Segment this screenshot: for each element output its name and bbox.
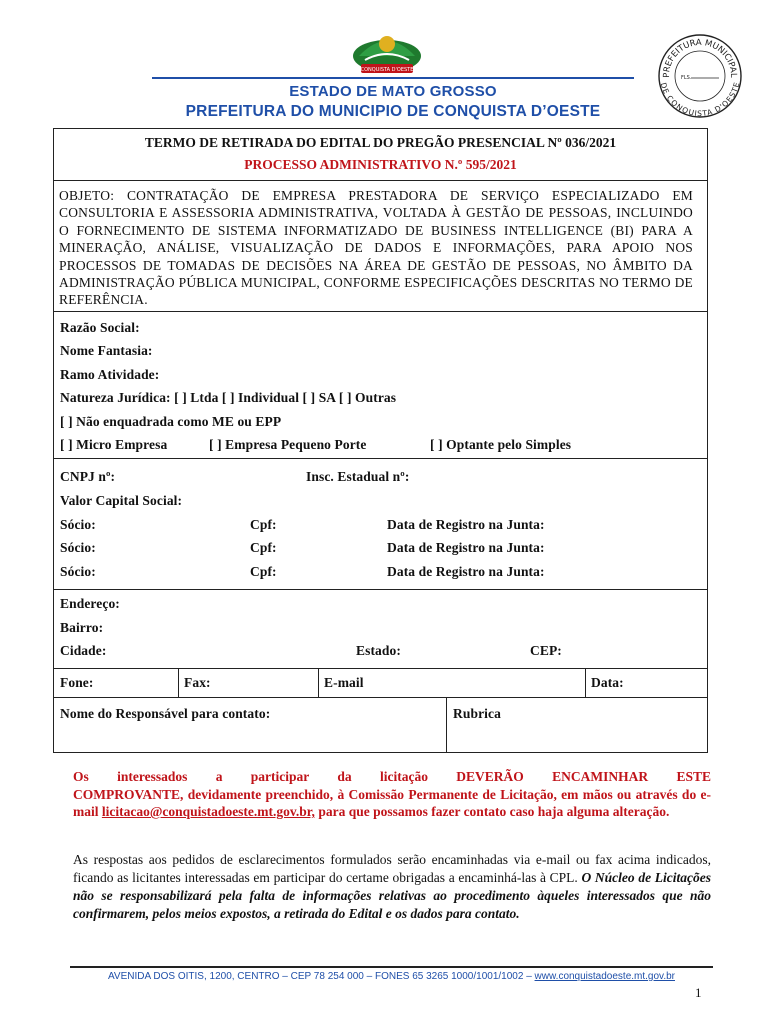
checkbox-optante-simples[interactable]: [ ] Optante pelo Simples [430, 437, 572, 452]
notice-part-2: COMPROVANTE, devidamente preenchido, à Comissão Permanente de Licitação, em mãos ou através do e-mail [73, 786, 711, 819]
field-rubrica[interactable]: Rubrica [453, 706, 501, 721]
field-fax[interactable]: Fax: [184, 675, 211, 690]
stamp-fls-text: FLS. [681, 75, 692, 81]
field-socio-2[interactable]: Sócio: [60, 540, 96, 555]
field-junta-2[interactable]: Data de Registro na Junta: [387, 540, 545, 555]
divider-contato [53, 697, 708, 698]
checkbox-nao-enquadrada[interactable]: [ ] Não enquadrada como ME ou EPP [60, 414, 282, 429]
field-bairro[interactable]: Bairro: [60, 620, 104, 635]
field-junta-1[interactable]: Data de Registro na Junta: [387, 517, 545, 532]
notice-esclarecimentos [73, 851, 711, 923]
divider-v-rubrica [446, 697, 447, 753]
page-number: 1 [695, 985, 702, 1000]
field-natureza-juridica[interactable]: Natureza Jurídica: [ ] Ltda [ ] Individual [ ] SA [ ] Outras [60, 390, 397, 405]
field-estado[interactable]: Estado: [356, 643, 401, 658]
field-socio-1[interactable]: Sócio: [60, 517, 96, 532]
divider-endereco [53, 668, 708, 669]
field-capital-social[interactable]: Valor Capital Social: [60, 493, 183, 508]
divider-objeto [53, 311, 708, 312]
stamp-bottom-text: DE CONQUISTA D'OESTE [658, 81, 742, 119]
divider-title [53, 180, 708, 181]
objeto-text: OBJETO: CONTRATAÇÃO DE EMPRESA PRESTADORA DE SERVIÇO ESPECIALIZADO EM CONSULTORIA E ASSESSORIA ADMINISTRATIVA, VOLTADA À GESTÃO DE PESSOAS, INCLUINDO O FORNECIMENTO DE SISTEMA INFORMATIZADO DE BUSINESS INTELLIGENCE (BI) PARA A MINERAÇÃO, ANÁLISE, VISUALIZAÇÃO DE DADOS E INFORMAÇÕES, PARA APOIO NOS PROCESSOS DE TOMADAS DE DECISÕES NA ÁREA DE GESTÃO DE PESSOAS, NO ÂMBITO DA ADMINISTRAÇÃO PÚBLICA MUNICIPAL, CONFORME ESPECIFICAÇÕES DESCRITAS NO TERMO DE REFERÊNCIA. [59, 188, 693, 308]
field-responsavel[interactable]: Nome do Responsável para contato: [60, 706, 271, 721]
field-data[interactable]: Data: [591, 675, 624, 690]
field-junta-3[interactable]: Data de Registro na Junta: [387, 564, 545, 579]
notice-esclarecimentos-plain: As respostas aos pedidos de esclarecimentos formulados serão encaminhadas via e-mail ou fax acima indicados, ficando as licitantes interessadas em participar do certame obrigadas a encaminhá-las à CPL. [73, 852, 711, 885]
logo-text: CONQUISTA D'OESTE [360, 67, 414, 73]
checkbox-pequeno-porte[interactable]: [ ] Empresa Pequeno Porte [209, 437, 367, 452]
processo-title: PROCESSO ADMINISTRATIVO N.º 595/2021 [244, 157, 517, 172]
field-cep[interactable]: CEP: [530, 643, 562, 658]
field-cnpj[interactable]: CNPJ nº: [60, 469, 116, 484]
notice-esclarecimentos-italic: O Núcleo de Licitações não se responsabilizará pela falta de informações relativas ao procedimento àqueles interessados que não confirmarem, pelos meios expostos, a retirada do Edital e os dados para contato. [73, 870, 711, 921]
prefeitura-heading: PREFEITURA DO MUNICIPIO DE CONQUISTA D’OESTE [185, 103, 601, 120]
licitacao-email-link[interactable]: licitacao@conquistadoeste.mt.gov.br, [101, 804, 315, 819]
header-rule [152, 77, 634, 79]
field-endereco[interactable]: Endereço: [60, 596, 120, 611]
footer-address-text: AVENIDA DOS OITIS, 1200, CENTRO – CEP 78 254 000 – FONES 65 3265 1000/1001/1002 – [108, 971, 535, 982]
field-cpf-2[interactable]: Cpf: [250, 540, 277, 555]
field-cpf-3[interactable]: Cpf: [250, 564, 277, 579]
divider-empresa [53, 458, 708, 459]
municipal-logo [345, 30, 429, 78]
field-email[interactable]: E-mail [324, 675, 364, 690]
notice-part-3: para que possamos fazer contato caso haja alguma alteração. [314, 804, 670, 819]
divider-v-fax [178, 668, 179, 697]
field-fone[interactable]: Fone: [60, 675, 94, 690]
notice-line-1: Os interessados a participar da licitação DEVERÃO ENCAMINHAR ESTE [73, 769, 711, 784]
footer-rule [70, 966, 713, 968]
checkbox-micro-empresa[interactable]: [ ] Micro Empresa [60, 437, 168, 452]
field-cpf-1[interactable]: Cpf: [250, 517, 277, 532]
footer-site-link[interactable]: www.conquistadoeste.mt.gov.br [534, 971, 675, 982]
stamp-top-text: PREFEITURA MUNICIPAL [661, 37, 739, 78]
notice-encaminhar [73, 768, 711, 821]
field-cidade[interactable]: Cidade: [60, 643, 107, 658]
divider-v-data [585, 668, 586, 697]
divider-cadastro [53, 589, 708, 590]
field-socio-3[interactable]: Sócio: [60, 564, 96, 579]
termo-title: TERMO DE RETIRADA DO EDITAL DO PREGÃO PRESENCIAL Nº 036/2021 [144, 135, 617, 150]
field-nome-fantasia[interactable]: Nome Fantasia: [60, 343, 153, 358]
footer-address [70, 971, 713, 982]
field-ramo-atividade[interactable]: Ramo Atividade: [60, 367, 160, 382]
field-insc-estadual[interactable]: Insc. Estadual nº: [306, 469, 410, 484]
divider-v-email [318, 668, 319, 697]
state-heading: ESTADO DE MATO GROSSO [289, 83, 497, 100]
field-razao-social[interactable]: Razão Social: [60, 320, 140, 335]
